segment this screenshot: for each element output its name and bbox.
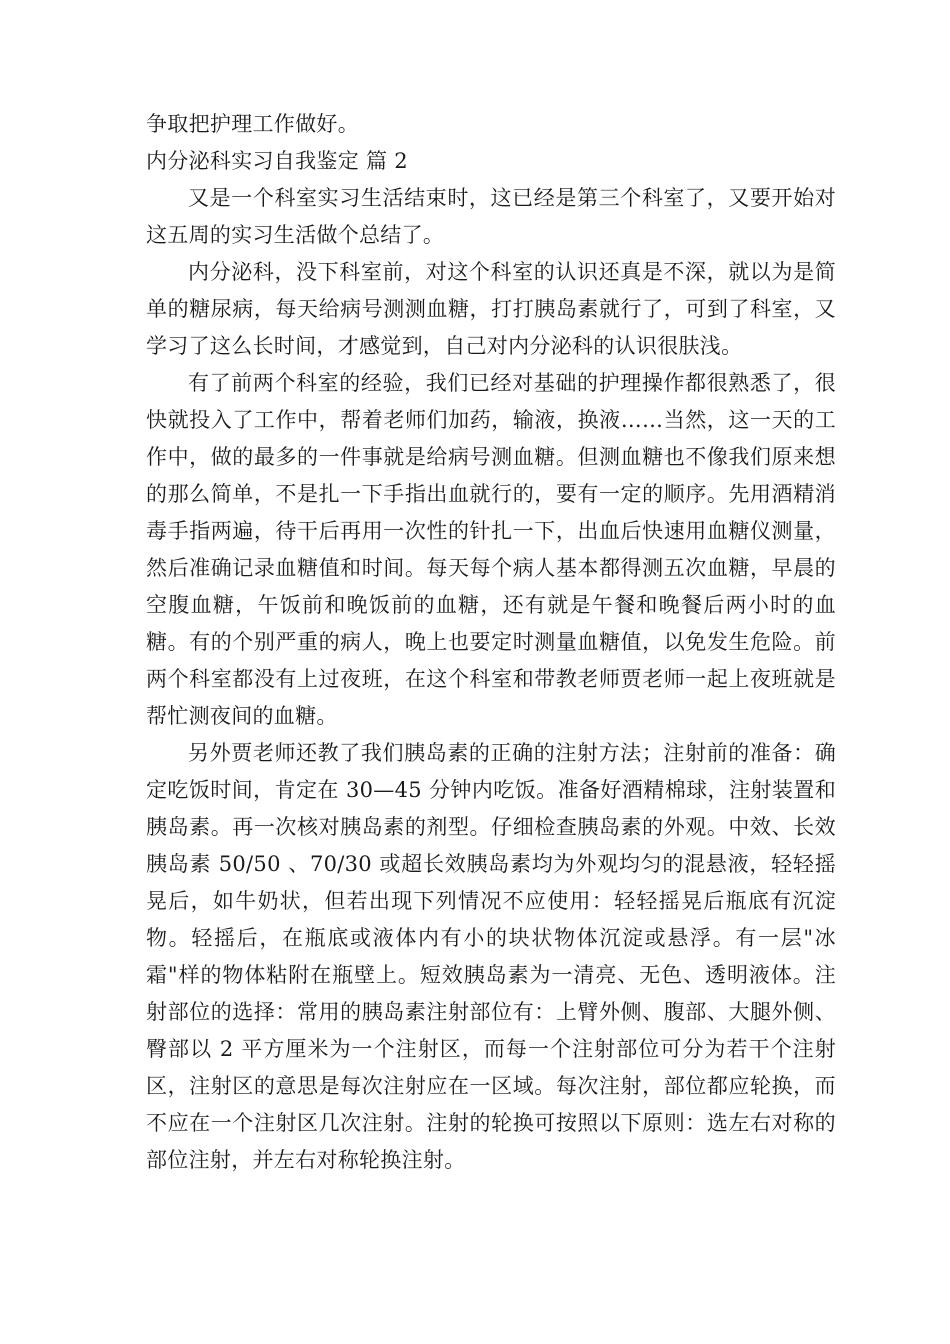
continuation-text: 争取把护理工作做好。 — [146, 112, 359, 136]
document-body — [146, 106, 836, 1179]
paragraph-4: 另外贾老师还教了我们胰岛素的正确的注射方法；注射前的准备：确定吃饭时间，肯定在 30—45 分钟内吃饭。准备好酒精棉球，注射装置和胰岛素。再一次核对胰岛素的剂型。仔细检查胰岛素的外观。中效、长效胰岛素 50/50 、70/30 或超长效胰岛素均为外观均匀的混悬液，轻轻摇晃后，如牛奶状，但若出现下列情况不应使用：轻轻摇晃后瓶底有沉淀物。轻摇后，在瓶底或液体内有小的块状物体沉淀或悬浮。有一层"冰霜"样的物体粘附在瓶壁上。短效胰岛素为一清亮、无色、透明液体。注射部位的选择：常用的胰岛素注射部位有：上臂外侧、腹部、大腿外侧、臀部以 2 平方厘米为一个注射区，而每一个注射部位可分为若干个注射区，注射区的意思是每次注射应在一区域。每次注射，部位都应轮换，而不应在一个注射区几次注射。注射的轮换可按照以下原则：选左右对称的部位注射，并左右对称轮换注射。 — [146, 741, 836, 1172]
section-title: 内分泌科实习自我鉴定 篇 2 — [146, 149, 408, 173]
paragraph-3: 有了前两个科室的经验，我们已经对基础的护理操作都很熟悉了，很快就投入了工作中，帮着老师们加药，输液，换液……当然，这一天的工作中，做的最多的一件事就是给病号测血糖。但测血糖也不像我们原来想的那么简单，不是扎一下手指出血就行的，要有一定的顺序。先用酒精消毒手指两遍，待干后再用一次性的针扎一下，出血后快速用血糖仪测量，然后准确记录血糖值和时间。每天每个病人基本都得测五次血糖，早晨的空腹血糖，午饭前和晚饭前的血糖，还有就是午餐和晚餐后两小时的血糖。有的个别严重的病人，晚上也要定时测量血糖值，以免发生危险。前两个科室都没有上过夜班，在这个科室和带教老师贾老师一起上夜班就是帮忙测夜间的血糖。 — [146, 371, 836, 728]
paragraph-1: 又是一个科室实习生活结束时，这已经是第三个科室了，又要开始对这五周的实习生活做个总结了。 — [146, 186, 836, 247]
paragraph-2: 内分泌科，没下科室前，对这个科室的认识还真是不深，就以为是简单的糖尿病，每天给病号测测血糖，打打胰岛素就行了，可到了科室，又学习了这么长时间，才感觉到，自己对内分泌科的认识很肤浅。 — [146, 260, 836, 358]
